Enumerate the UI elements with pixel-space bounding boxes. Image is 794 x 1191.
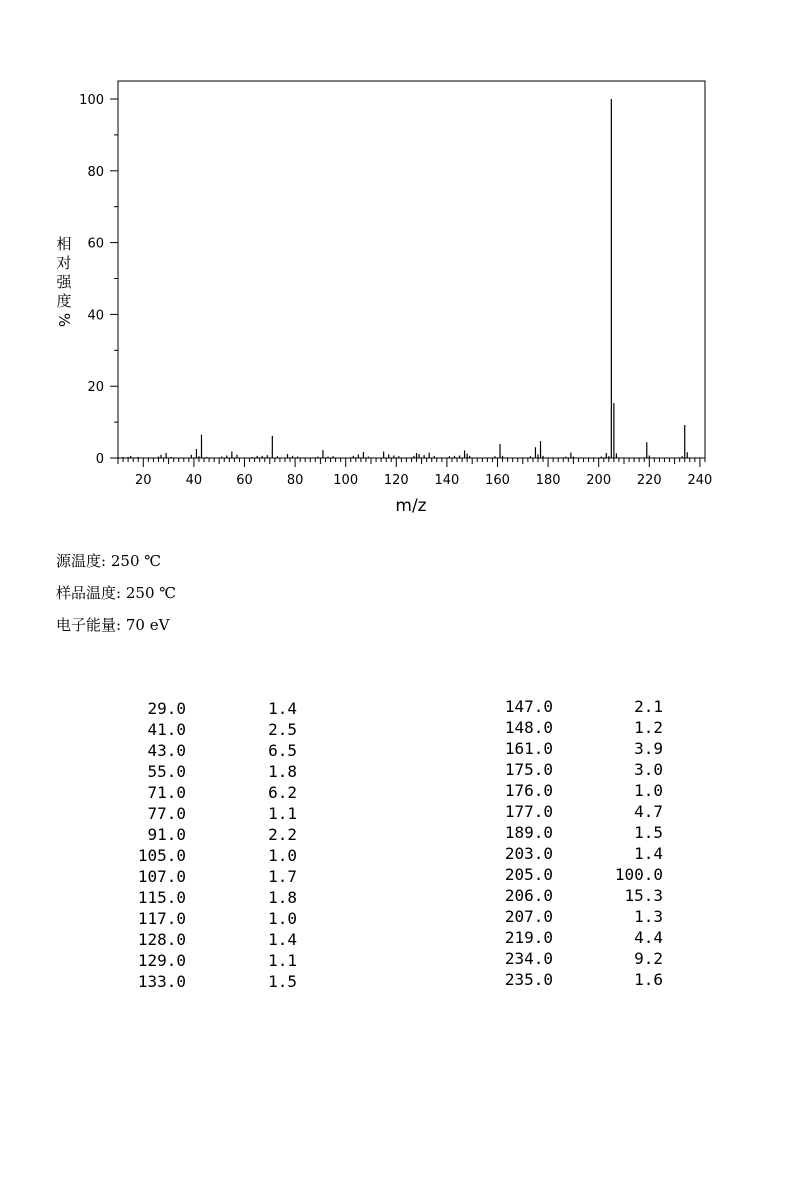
intensity-value: 1.2 (634, 718, 663, 737)
mz-value: 219.0 (504, 928, 553, 947)
sample-temperature (56, 584, 176, 602)
mz-value: 148.0 (504, 718, 553, 737)
x-axis-ticks (118, 458, 712, 488)
mz-value: 189.0 (504, 823, 553, 842)
mz-value: 161.0 (504, 739, 553, 758)
x-tick-label: 220 (636, 473, 662, 488)
table-row (0, 948, 794, 969)
sample-temperature-label: 样品温度 (56, 584, 117, 602)
intensity-value: 1.8 (268, 762, 297, 781)
mz-value: 43.0 (147, 741, 186, 760)
mz-value: 147.0 (504, 697, 553, 716)
x-tick-label: 60 (236, 473, 253, 488)
mz-value: 29.0 (147, 699, 186, 718)
peak-table-right (0, 696, 794, 996)
y-label-char: 度 (56, 292, 72, 310)
x-tick-label: 80 (286, 473, 304, 488)
mz-value: 77.0 (147, 804, 186, 823)
x-tick-label: 200 (586, 473, 612, 488)
mz-value: 176.0 (504, 781, 553, 800)
source-temperature-value: 250 ℃ (110, 552, 162, 570)
table-row (0, 717, 794, 738)
mz-value: 91.0 (147, 825, 186, 844)
mz-value: 107.0 (137, 867, 186, 886)
intensity-value: 15.3 (624, 886, 663, 905)
y-label-char: 对 (56, 254, 72, 272)
intensity-value: 1.4 (634, 844, 663, 863)
y-tick-label: 0 (95, 452, 104, 467)
x-tick-label: 20 (135, 473, 152, 488)
x-tick-label: 180 (535, 473, 561, 488)
x-tick-label: 140 (434, 473, 460, 488)
colon: : (116, 616, 122, 634)
intensity-value: 1.0 (268, 909, 297, 928)
x-tick-label: 40 (185, 473, 203, 488)
electron-energy-label: 电子能量 (56, 616, 117, 634)
intensity-value: 3.0 (634, 760, 663, 779)
y-axis-ticks (79, 93, 118, 467)
y-axis-label (55, 235, 73, 327)
electron-energy-value: 70 eV (125, 616, 170, 634)
colon: : (101, 552, 107, 570)
table-row (0, 822, 794, 843)
intensity-value: 2.2 (268, 825, 297, 844)
sample-temperature-value: 250 ℃ (125, 584, 177, 602)
table-row (0, 738, 794, 759)
intensity-value: 6.5 (268, 741, 297, 760)
intensity-value: 1.5 (268, 972, 297, 991)
mz-value: 41.0 (147, 720, 186, 739)
intensity-value: 1.1 (268, 804, 297, 823)
y-label-char: % (55, 312, 73, 328)
intensity-value: 9.2 (634, 949, 663, 968)
table-row (0, 759, 794, 780)
mz-value: 234.0 (504, 949, 553, 968)
intensity-value: 4.4 (634, 928, 663, 947)
intensity-value: 1.1 (268, 951, 297, 970)
mass-spectrum-chart (0, 0, 794, 520)
intensity-value: 1.7 (268, 867, 297, 886)
intensity-value: 1.3 (634, 907, 663, 926)
mz-value: 205.0 (504, 865, 553, 884)
intensity-value: 3.9 (634, 739, 663, 758)
intensity-value: 1.0 (634, 781, 663, 800)
intensity-value: 1.0 (268, 846, 297, 865)
y-tick-label: 20 (87, 380, 104, 396)
mz-value: 235.0 (504, 970, 553, 989)
intensity-value: 2.1 (634, 697, 663, 716)
mz-value: 133.0 (137, 972, 186, 991)
intensity-value: 6.2 (268, 783, 297, 802)
mz-value: 175.0 (504, 760, 553, 779)
table-row (0, 885, 794, 906)
mz-value: 177.0 (504, 802, 553, 821)
intensity-value: 1.4 (268, 699, 297, 718)
x-tick-label: 100 (333, 473, 359, 488)
mz-value: 55.0 (147, 762, 186, 781)
y-tick-label: 40 (87, 308, 104, 324)
x-tick-label: 240 (687, 473, 713, 488)
y-tick-label: 80 (87, 164, 104, 180)
x-tick-label: 160 (485, 473, 510, 488)
intensity-value: 1.5 (634, 823, 663, 842)
intensity-value: 4.7 (634, 802, 663, 821)
mz-value: 71.0 (147, 783, 186, 802)
source-temperature (56, 552, 161, 570)
peak-bars (123, 99, 687, 458)
mz-value: 105.0 (137, 846, 186, 865)
mz-value: 129.0 (137, 951, 186, 970)
mz-value: 206.0 (504, 886, 553, 905)
table-row (0, 801, 794, 822)
y-tick-label: 60 (87, 236, 104, 252)
x-tick-label: 120 (383, 473, 409, 488)
mz-value: 203.0 (504, 844, 553, 863)
intensity-value: 100.0 (614, 865, 663, 884)
y-label-char: 相 (56, 235, 72, 253)
y-tick-label: 100 (79, 93, 104, 108)
colon: : (116, 584, 122, 602)
table-row (0, 906, 794, 927)
plot-frame (118, 81, 705, 458)
x-axis-label: m/z (395, 496, 427, 516)
mz-value: 207.0 (504, 907, 553, 926)
y-label-char: 强 (56, 273, 72, 291)
intensity-value: 2.5 (268, 720, 297, 739)
mz-value: 117.0 (137, 909, 186, 928)
table-row (0, 927, 794, 948)
electron-energy (56, 616, 169, 634)
table-row (0, 864, 794, 885)
intensity-value: 1.6 (634, 970, 663, 989)
mz-value: 115.0 (137, 888, 186, 907)
table-row (0, 780, 794, 801)
source-temperature-label: 源温度 (56, 552, 102, 570)
mz-value: 128.0 (137, 930, 186, 949)
table-row (0, 843, 794, 864)
table-row (0, 696, 794, 717)
intensity-value: 1.8 (268, 888, 297, 907)
intensity-value: 1.4 (268, 930, 297, 949)
table-row (0, 969, 794, 990)
